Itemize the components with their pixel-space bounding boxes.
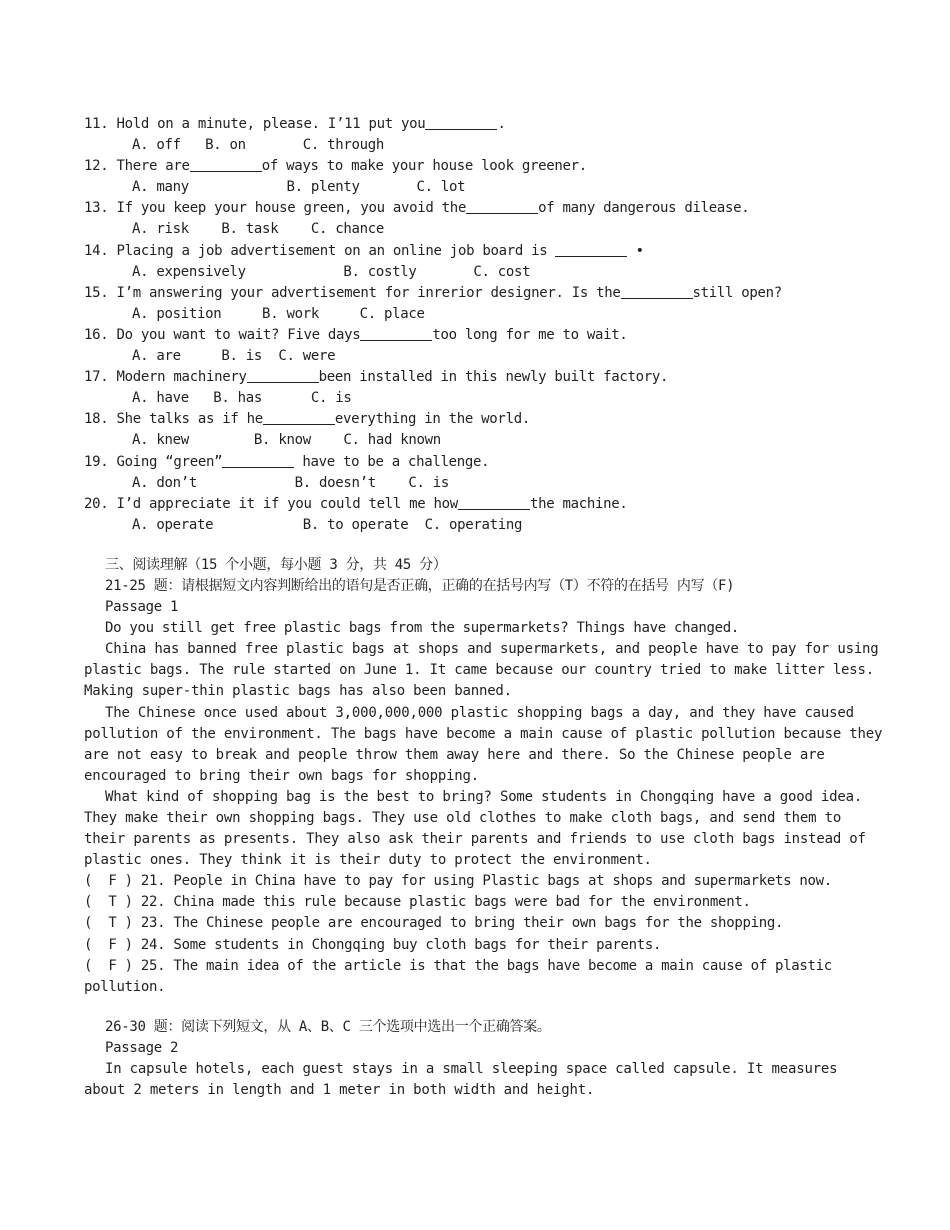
answer-blank[interactable] bbox=[360, 326, 432, 341]
question-14 bbox=[84, 241, 884, 262]
tf-item-25-continuation: pollution. bbox=[84, 978, 166, 995]
exam-page bbox=[84, 114, 884, 1101]
answer-blank[interactable] bbox=[621, 284, 693, 299]
question-text-end: still open? bbox=[692, 284, 782, 301]
question-20-options: A. operate B. to operate C. operating bbox=[132, 516, 523, 533]
question-text: Modern machinery bbox=[116, 369, 247, 386]
passage-1-paragraph-4: What kind of shopping bag is the best to bring? Some students in Chongqing have a good idea. They make their own shopping bags. They use old clothes to make cloth bags, and send them to their parents as presents. They also ask their parents and friends to use cloth bags instead of plastic ones. They think it is their duty to protect the environment. bbox=[84, 788, 866, 869]
passage-1-paragraph-3: The Chinese once used about 3,000,000,000 plastic shopping bags a day, and they have caused pollution of the environment. The bags have become a main cause of plastic pollution because they are not easy to break and people throw them away here and there. So the Chinese people are encouraged to bring their own bags for shopping. bbox=[84, 704, 883, 784]
answer-blank[interactable] bbox=[190, 157, 262, 172]
tf-item-22: ( T ) 22. China made this rule because plastic bags were bad for the environment. bbox=[84, 894, 751, 911]
question-text-end: of many dangerous dilease. bbox=[538, 200, 750, 217]
question-17-options: A. have B. has C. is bbox=[132, 390, 352, 407]
question-text: If you keep your house green, you avoid the bbox=[116, 200, 467, 217]
question-19 bbox=[84, 452, 884, 473]
question-14-options: A. expensively B. costly C. cost bbox=[132, 263, 531, 280]
question-text: I’d appreciate it if you could tell me how bbox=[116, 495, 458, 512]
tf-statement: 24. Some students in Chongqing buy cloth bags for their parents. bbox=[140, 936, 662, 953]
question-16 bbox=[84, 325, 884, 346]
passage-2-title: Passage 2 bbox=[105, 1039, 179, 1056]
answer-blank[interactable] bbox=[222, 453, 294, 468]
instruction-21-25: 21-25 题：请根据短文内容判断给出的语句是否正确，正确的在括号内写（T）不符的在括号 内写（F) bbox=[105, 577, 735, 594]
reading-section bbox=[84, 555, 884, 1101]
passage-2-paragraph-1: In capsule hotels, each guest stays in a small sleeping space called capsule. It measures about 2 meters in length and 1 meter in both width and height. bbox=[84, 1061, 838, 1099]
passage-1-paragraph-2: China has banned free plastic bags at shops and supermarkets, and people have to pay for using plastic bags. The rule started on June 1. It came because our country tried to make litter less. Making super-thin plastic bags has also been banned. bbox=[84, 641, 879, 700]
question-12 bbox=[84, 156, 884, 177]
question-number: 11. bbox=[84, 116, 109, 132]
question-number: 13. bbox=[84, 200, 109, 217]
question-15 bbox=[84, 283, 884, 304]
answer-blank[interactable] bbox=[425, 115, 497, 130]
question-text-end: been installed in this newly built factory. bbox=[318, 369, 669, 386]
question-text: Placing a job advertisement on an online job board is bbox=[116, 242, 556, 259]
tf-answer[interactable]: F bbox=[108, 936, 117, 953]
question-text-end: have to be a challenge. bbox=[294, 453, 490, 470]
tf-answer[interactable]: T bbox=[108, 915, 117, 932]
tf-item-21: ( F ) 21. People in China have to pay for using Plastic bags at shops and supermarkets now. bbox=[84, 873, 832, 890]
tf-answer[interactable]: F bbox=[108, 957, 117, 974]
section-heading: 三、阅读理解（15 个小题，每小题 3 分，共 45 分） bbox=[105, 556, 447, 573]
tf-item-25: ( F ) 25. The main idea of the article is that the bags have become a main cause of plastic bbox=[84, 957, 832, 974]
answer-blank[interactable] bbox=[263, 410, 335, 425]
question-number: 16. bbox=[84, 326, 109, 343]
question-text-end: . bbox=[497, 116, 506, 132]
question-number: 17. bbox=[84, 369, 109, 386]
question-text-end: the machine. bbox=[529, 495, 628, 512]
question-15-options: A. position B. work C. place bbox=[132, 305, 425, 322]
question-number: 15. bbox=[84, 284, 109, 301]
tf-statement: 25. The main idea of the article is that the bags have become a main cause of plastic bbox=[140, 957, 832, 974]
question-number: 12. bbox=[84, 158, 109, 175]
answer-blank[interactable] bbox=[458, 495, 530, 510]
tf-statement: 21. People in China have to pay for using Plastic bags at shops and supermarkets now. bbox=[140, 873, 832, 890]
tf-item-24: ( F ) 24. Some students in Chongqing buy cloth bags for their parents. bbox=[84, 936, 662, 953]
question-text-end: of ways to make your house look greener. bbox=[261, 158, 587, 175]
question-text-end: too long for me to wait. bbox=[432, 326, 628, 343]
question-text: Going “green” bbox=[116, 453, 223, 470]
answer-blank[interactable] bbox=[247, 368, 319, 383]
question-list bbox=[84, 114, 884, 536]
question-13 bbox=[84, 198, 884, 219]
answer-blank[interactable] bbox=[466, 199, 538, 214]
tf-answer[interactable]: T bbox=[108, 894, 117, 911]
question-18 bbox=[84, 409, 884, 430]
question-text: I’m answering your advertisement for inrerior designer. Is the bbox=[116, 284, 621, 301]
question-18-options: A. knew B. know C. had known bbox=[132, 432, 441, 449]
true-false-list bbox=[84, 871, 884, 998]
question-text-end: everything in the world. bbox=[334, 411, 530, 428]
question-13-options: A. risk B. task C. chance bbox=[132, 221, 384, 238]
passage-1-title: Passage 1 bbox=[105, 599, 179, 616]
question-11 bbox=[84, 114, 884, 135]
question-12-options: A. many B. plenty C. lot bbox=[132, 179, 466, 196]
question-text: There are bbox=[116, 158, 190, 175]
question-20 bbox=[84, 494, 884, 515]
question-text: Do you want to wait? Five days bbox=[116, 326, 361, 343]
question-16-options: A. are B. is C. were bbox=[132, 348, 336, 365]
question-17 bbox=[84, 367, 884, 388]
question-19-options: A. don’t B. doesn’t C. is bbox=[132, 474, 450, 491]
tf-statement: 22. China made this rule because plastic bags were bad for the environment. bbox=[140, 894, 751, 911]
tf-answer[interactable]: F bbox=[108, 873, 117, 890]
question-number: 18. bbox=[84, 411, 109, 428]
question-number: 14. bbox=[84, 242, 109, 259]
tf-item-23: ( T ) 23. The Chinese people are encouraged to bring their own bags for the shopping. bbox=[84, 915, 784, 932]
question-number: 19. bbox=[84, 453, 109, 470]
question-text-end: • bbox=[627, 242, 644, 259]
question-number: 20. bbox=[84, 495, 109, 512]
question-text: Hold on a minute, please. I’11 put you bbox=[116, 116, 426, 132]
tf-statement: 23. The Chinese people are encouraged to bring their own bags for the shopping. bbox=[140, 915, 784, 932]
question-11-options: A. off B. on C. through bbox=[132, 137, 384, 154]
instruction-26-30: 26-30 题：阅读下列短文，从 A、B、C 三个选项中选出一个正确答案。 bbox=[105, 1018, 551, 1035]
question-text: She talks as if he bbox=[116, 411, 263, 428]
passage-1-line-1: Do you still get free plastic bags from the supermarkets? Things have changed. bbox=[105, 620, 740, 637]
answer-blank[interactable] bbox=[555, 242, 627, 257]
